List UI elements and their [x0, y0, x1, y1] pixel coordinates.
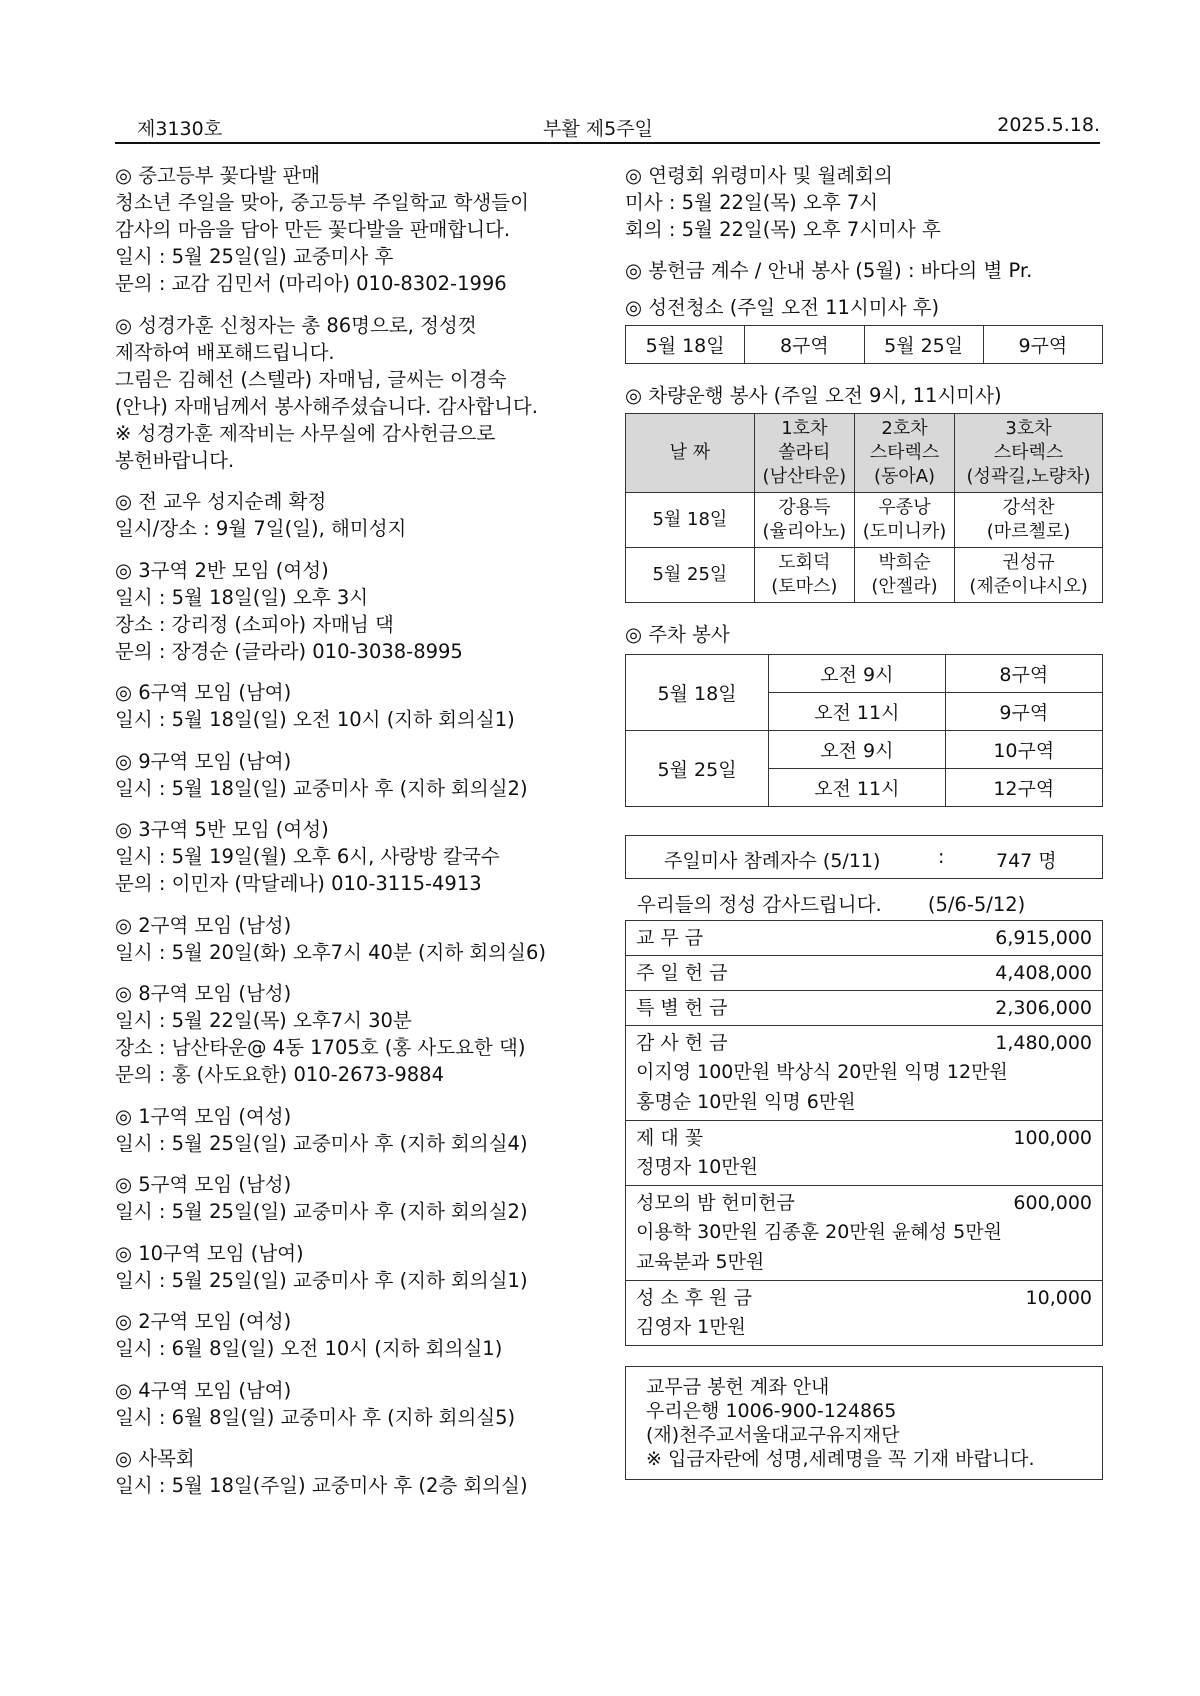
- offering-cell: [626, 1281, 1103, 1346]
- parking-zone: 9구역: [945, 693, 1102, 731]
- offering-cell: [626, 1026, 1103, 1121]
- parking-date: 5월 18일: [626, 655, 769, 731]
- announcement-block: [115, 679, 585, 733]
- offering-label: 특 별 헌 금: [636, 997, 728, 1019]
- announcement-line: 일시 : 5월 25일(일) 교중미사 후 (지하 회의실4): [115, 1131, 528, 1155]
- offering-line: [636, 991, 1092, 1025]
- elders-line: 미사 : 5월 22일(목) 오후 7시: [625, 191, 879, 214]
- vehicle-row: [626, 493, 1103, 548]
- announcement-title: ◎ 3구역 5반 모임 (여성): [115, 818, 329, 841]
- announcement-block: [115, 1308, 585, 1362]
- announcement-line: 일시 : 5월 22일(목) 오후7시 30분: [115, 1009, 412, 1032]
- announcement-title: ◎ 3구역 2반 모임 (여성): [115, 558, 329, 582]
- vehicle-driver: [754, 493, 854, 548]
- parking-zone: 8구역: [945, 655, 1102, 693]
- elders-title: ◎ 연령회 위령미사 및 월례회의: [625, 164, 893, 187]
- announcement-line: 그림은 김혜선 (스텔라) 자매님, 글씨는 이경숙: [115, 367, 507, 391]
- offering-line: [636, 921, 1092, 955]
- offering-amount: 600,000: [1013, 1192, 1092, 1214]
- vehicle-driver: [754, 548, 854, 603]
- announcement-title: ◎ 성경가훈 신청자는 총 86명으로, 정성껏: [115, 313, 477, 337]
- offering-row: [626, 921, 1103, 956]
- issue-number: 제3130호: [137, 118, 223, 140]
- vehicle-header-row: [626, 414, 1103, 493]
- announcement-block: [115, 1377, 585, 1431]
- vehicle-driver-line: 박희순: [878, 552, 931, 573]
- announcement-block: [115, 312, 585, 474]
- offering-amount: 10,000: [1025, 1287, 1092, 1309]
- parking-zone: 10구역: [945, 731, 1102, 769]
- announcement-block: [115, 1103, 585, 1157]
- announcement-title: ◎ 사목회: [115, 1447, 195, 1470]
- account-line: 교무금 봉헌 계좌 안내: [646, 1376, 830, 1398]
- parking-time: 오전 9시: [769, 731, 945, 769]
- offering-row: [626, 1281, 1103, 1346]
- announcement-title: ◎ 10구역 모임 (남여): [115, 1241, 304, 1265]
- offering-amount: 1,480,000: [995, 1032, 1092, 1054]
- announcement-line: 일시 : 5월 25일(일) 교중미사 후 (지하 회의실2): [115, 1200, 528, 1223]
- vehicle-car-line: (성곽길,노량차): [966, 466, 1091, 487]
- parking-table: [625, 654, 1103, 807]
- vehicle-driver-line: 도회덕: [778, 552, 831, 573]
- announcement-line: (안나) 자매님께서 봉사해주셨습니다. 감사합니다.: [115, 394, 538, 418]
- vehicle-driver-line: (제준이냐시오): [969, 576, 1088, 597]
- vehicle-car-line: (동아A): [873, 466, 936, 487]
- offering-cell: [626, 1121, 1103, 1186]
- attendance-box: [625, 835, 1103, 879]
- elders-line: 회의 : 5월 22일(목) 오후 7시미사 후: [625, 218, 941, 241]
- vehicle-driver-line: (마르첼로): [986, 521, 1071, 542]
- vehicle-date: 5월 25일: [626, 548, 755, 603]
- parking-time: 오전 11시: [769, 693, 945, 731]
- announcement-block: [115, 1240, 585, 1294]
- offering-amount: 6,915,000: [995, 927, 1092, 949]
- announcement-line: 문의 : 이민자 (막달레나) 010-3115-4913: [115, 872, 482, 895]
- bulletin-header: [115, 112, 1100, 144]
- vehicle-car-line: 쏠라티: [778, 442, 831, 463]
- offering-detail: 김영자 1만원: [636, 1316, 746, 1338]
- vehicle-car-header: [754, 414, 854, 493]
- attendance-value: 747 명: [996, 850, 1057, 872]
- vehicle-car-header: [854, 414, 954, 493]
- vehicle-driver-line: (토마스): [771, 576, 838, 597]
- vehicle-driver: [955, 548, 1103, 603]
- announcement-line: 제작하여 배포해드립니다.: [115, 340, 335, 364]
- liturgical-title: 부활 제5주일: [543, 118, 653, 140]
- offering-line: [636, 956, 1092, 990]
- announcement-block: [115, 1171, 585, 1225]
- parking-row: [626, 731, 1103, 769]
- cleaning-cell: 5월 18일: [626, 326, 745, 364]
- announcement-line: 일시 : 6월 8일(일) 오전 10시 (지하 회의실1): [115, 1337, 503, 1360]
- attendance-colon: :: [938, 846, 945, 868]
- offering-row: [626, 1026, 1103, 1121]
- vehicle-car-line: 2호차: [881, 418, 928, 439]
- offering-amount: 100,000: [1013, 1127, 1092, 1149]
- offering-detail: 정명자 10만원: [636, 1156, 758, 1178]
- announcement-line: ※ 성경가훈 제작비는 사무실에 감사헌금으로: [115, 421, 496, 445]
- announcement-title: ◎ 9구역 모임 (남여): [115, 749, 292, 773]
- account-line: (재)천주교서울대교구유지재단: [646, 1424, 900, 1446]
- offering-line: [636, 1281, 1092, 1315]
- vehicle-date: 5월 18일: [626, 493, 755, 548]
- announcement-block: [115, 488, 585, 542]
- offering-detail: 이용학 30만원 김종훈 20만원 윤혜성 5만원: [636, 1221, 1002, 1243]
- announcement-line: 일시 : 6월 8일(일) 교중미사 후 (지하 회의실5): [115, 1405, 516, 1429]
- announcement-line: 장소 : 강리정 (소피아) 자매님 댁: [115, 612, 394, 636]
- announcement-block: [115, 1445, 585, 1499]
- announcement-line: 일시 : 5월 25일(일) 교중미사 후: [115, 245, 394, 268]
- cleaning-table: [625, 325, 1103, 364]
- issue-date: 2025.5.18.: [997, 114, 1100, 136]
- offering-cell: [626, 1186, 1103, 1281]
- announcement-title: ◎ 4구역 모임 (남여): [115, 1378, 292, 1402]
- schedules-column: [625, 162, 1103, 1480]
- offering-row: [626, 1186, 1103, 1281]
- announcement-line: 일시/장소 : 9월 7일(일), 해미성지: [115, 517, 407, 540]
- vehicle-date-header: 날 짜: [626, 414, 755, 493]
- vehicle-driver-line: 강용득: [778, 497, 831, 518]
- offering-label: 제 대 꽃: [636, 1127, 704, 1149]
- offering-service-notice: ◎ 봉헌금 계수 / 안내 봉사 (5월) : 바다의 별 Pr.: [625, 259, 1033, 282]
- cleaning-cell: 5월 25일: [864, 326, 983, 364]
- vehicle-car-line: (남산타운): [762, 466, 847, 487]
- offerings-table: [625, 920, 1103, 1346]
- vehicle-driver: [955, 493, 1103, 548]
- offering-label: 성모의 밤 헌미헌금: [636, 1192, 795, 1214]
- offering-row: [626, 1121, 1103, 1186]
- announcement-block: [115, 980, 585, 1088]
- vehicle-driver: [854, 548, 954, 603]
- announcement-title: ◎ 1구역 모임 (여성): [115, 1104, 292, 1128]
- vehicle-driver-line: (안젤라): [871, 576, 938, 597]
- announcement-title: ◎ 2구역 모임 (남성): [115, 913, 292, 937]
- vehicle-driver-line: 강석찬: [1002, 497, 1055, 518]
- parking-time: 오전 11시: [769, 769, 945, 807]
- announcement-line: 일시 : 5월 25일(일) 교중미사 후 (지하 회의실1): [115, 1268, 528, 1292]
- parking-date: 5월 25일: [626, 731, 769, 807]
- offering-amount: 4,408,000: [995, 962, 1092, 984]
- offering-cell: [626, 921, 1103, 956]
- cleaning-row: [626, 326, 1103, 364]
- announcement-line: 문의 : 장경순 (글라라) 010-3038-8995: [115, 639, 463, 663]
- offering-line: [636, 1026, 1092, 1060]
- offering-label: 주 일 헌 금: [636, 962, 728, 984]
- announcements-column: [115, 162, 585, 1514]
- announcement-block: [115, 162, 585, 297]
- offering-line: [636, 1186, 1092, 1220]
- announcement-line: 청소년 주일을 맞아, 중고등부 주일학교 학생들이: [115, 191, 529, 214]
- account-line: ※ 입금자란에 성명,세례명을 꼭 기재 바랍니다.: [646, 1448, 1035, 1470]
- offering-detail: 교육분과 5만원: [636, 1251, 765, 1273]
- elders-meeting-notice: [625, 162, 1103, 243]
- announcement-line: 문의 : 교감 김민서 (마리아) 010-8302-1996: [115, 272, 507, 295]
- cleaning-title: ◎ 성전청소 (주일 오전 11시미사 후): [625, 296, 940, 319]
- announcement-title: ◎ 6구역 모임 (남여): [115, 681, 292, 704]
- parking-title: ◎ 주차 봉사: [625, 623, 730, 646]
- announcement-block: [115, 816, 585, 897]
- offering-detail: 홍명순 10만원 익명 6만원: [636, 1091, 856, 1113]
- offering-detail: 이지영 100만원 박상식 20만원 익명 12만원: [636, 1061, 1008, 1083]
- announcement-line: 감사의 마음을 담아 만든 꽃다발을 판매합니다.: [115, 218, 511, 241]
- parking-row: [626, 655, 1103, 693]
- offerings-title: 우리들의 정성 감사드립니다.: [637, 893, 882, 916]
- announcement-title: ◎ 5구역 모임 (남성): [115, 1173, 292, 1196]
- vehicle-table: [625, 413, 1103, 603]
- announcement-title: ◎ 2구역 모임 (여성): [115, 1310, 292, 1333]
- vehicle-driver-line: (율리아노): [762, 521, 847, 542]
- announcement-line: 일시 : 5월 18일(일) 오후 3시: [115, 585, 369, 609]
- announcement-title: ◎ 중고등부 꽃다발 판매: [115, 164, 321, 187]
- cleaning-cell: 8구역: [745, 326, 864, 364]
- announcement-line: 일시 : 5월 18일(일) 교중미사 후 (지하 회의실2): [115, 776, 528, 800]
- vehicle-car-line: 3호차: [1005, 418, 1052, 439]
- offering-line: [636, 1121, 1092, 1155]
- cleaning-cell: 9구역: [983, 326, 1102, 364]
- offering-cell: [626, 956, 1103, 991]
- offering-amount: 2,306,000: [995, 997, 1092, 1019]
- announcement-line: 문의 : 홍 (사도요한) 010-2673-9884: [115, 1063, 444, 1086]
- account-line: 우리은행 1006-900-124865: [646, 1400, 897, 1422]
- announcement-line: 장소 : 남산타운@ 4동 1705호 (홍 사도요한 댁): [115, 1036, 526, 1059]
- offerings-period: (5/6-5/12): [927, 893, 1026, 916]
- announcement-block: [115, 557, 585, 665]
- vehicle-driver: [854, 493, 954, 548]
- announcement-block: [115, 748, 585, 802]
- announcement-title: ◎ 전 교우 성지순례 확정: [115, 490, 327, 513]
- attendance-label: 주일미사 참례자수 (5/11): [664, 850, 881, 872]
- vehicle-car-header: [955, 414, 1103, 493]
- offering-label: 성 소 후 원 금: [636, 1287, 752, 1309]
- vehicle-title: ◎ 차량운행 봉사 (주일 오전 9시, 11시미사): [625, 384, 1002, 407]
- parking-zone: 12구역: [945, 769, 1102, 807]
- announcement-line: 일시 : 5월 19일(월) 오후 6시, 사랑방 칼국수: [115, 845, 500, 868]
- offering-label: 교 무 금: [636, 927, 704, 949]
- vehicle-driver-line: 우종낭: [878, 497, 931, 518]
- announcement-block: [115, 912, 585, 966]
- vehicle-car-line: 스타렉스: [869, 442, 940, 463]
- announcement-line: 봉헌바랍니다.: [115, 448, 235, 472]
- bulletin-page: [115, 112, 1100, 1497]
- announcement-line: 일시 : 5월 20일(화) 오후7시 40분 (지하 회의실6): [115, 940, 546, 964]
- offering-label: 감 사 헌 금: [636, 1032, 728, 1054]
- offerings-heading: [625, 891, 1103, 918]
- offering-row: [626, 956, 1103, 991]
- account-info-box: [625, 1366, 1103, 1480]
- parking-time: 오전 9시: [769, 655, 945, 693]
- offering-cell: [626, 991, 1103, 1026]
- announcement-line: 일시 : 5월 18일(일) 오전 10시 (지하 회의실1): [115, 708, 515, 731]
- vehicle-driver-line: (도미니카): [862, 521, 947, 542]
- vehicle-car-line: 1호차: [781, 418, 828, 439]
- offering-row: [626, 991, 1103, 1026]
- announcement-title: ◎ 8구역 모임 (남성): [115, 982, 292, 1005]
- vehicle-row: [626, 548, 1103, 603]
- vehicle-car-line: 스타렉스: [993, 442, 1064, 463]
- vehicle-driver-line: 권성규: [1002, 552, 1055, 573]
- announcement-line: 일시 : 5월 18일(주일) 교중미사 후 (2층 회의실): [115, 1474, 528, 1497]
